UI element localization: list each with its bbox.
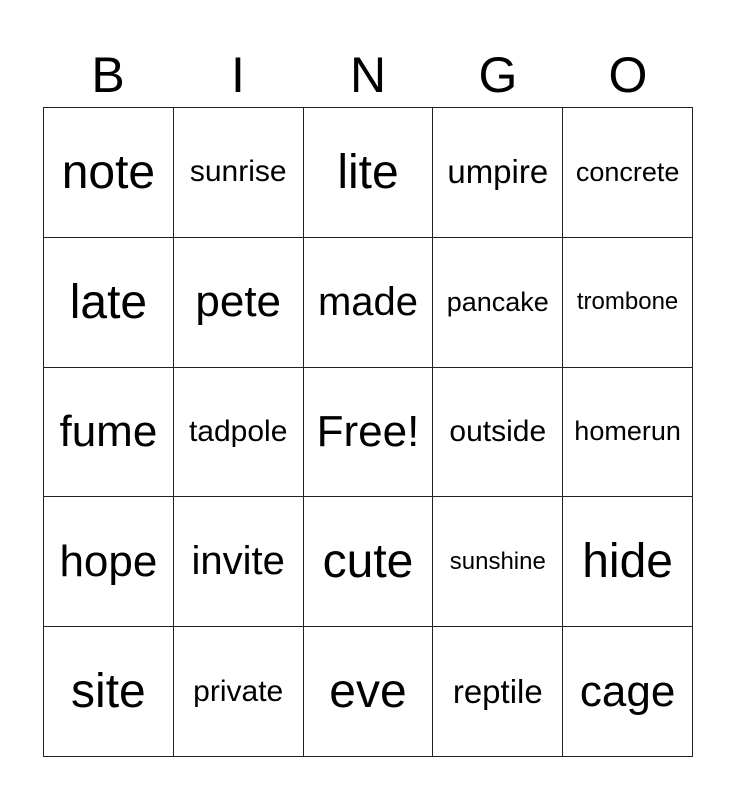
bingo-cell[interactable]: umpire	[433, 108, 563, 238]
bingo-cell[interactable]: invite	[174, 497, 304, 627]
bingo-cell[interactable]: cute	[304, 497, 434, 627]
bingo-board	[43, 107, 693, 757]
bingo-header	[43, 44, 693, 106]
header-letter-o: O	[608, 47, 648, 103]
bingo-cell[interactable]: pete	[174, 238, 304, 368]
bingo-cell[interactable]: eve	[304, 627, 434, 757]
header-letter-n: N	[349, 47, 387, 103]
header-letter-g: G	[478, 47, 518, 103]
bingo-cell[interactable]: fume	[44, 368, 174, 498]
bingo-cell[interactable]: concrete	[563, 108, 693, 238]
bingo-cell[interactable]: trombone	[563, 238, 693, 368]
bingo-cell[interactable]: tadpole	[174, 368, 304, 498]
bingo-cell[interactable]: made	[304, 238, 434, 368]
bingo-cell[interactable]: private	[174, 627, 304, 757]
header-letter-b: B	[91, 47, 125, 103]
bingo-cell[interactable]: late	[44, 238, 174, 368]
bingo-cell[interactable]: note	[44, 108, 174, 238]
bingo-cell[interactable]: homerun	[563, 368, 693, 498]
bingo-cell[interactable]: reptile	[433, 627, 563, 757]
header-letter-i: I	[231, 47, 245, 103]
free-space-cell[interactable]: Free!	[304, 368, 434, 498]
bingo-cell[interactable]: sunshine	[433, 497, 563, 627]
bingo-cell[interactable]: outside	[433, 368, 563, 498]
bingo-cell[interactable]: pancake	[433, 238, 563, 368]
bingo-cell[interactable]: hide	[563, 497, 693, 627]
bingo-cell[interactable]: site	[44, 627, 174, 757]
bingo-cell[interactable]: sunrise	[174, 108, 304, 238]
bingo-cell[interactable]: cage	[563, 627, 693, 757]
bingo-cell[interactable]: hope	[44, 497, 174, 627]
bingo-cell[interactable]: lite	[304, 108, 434, 238]
